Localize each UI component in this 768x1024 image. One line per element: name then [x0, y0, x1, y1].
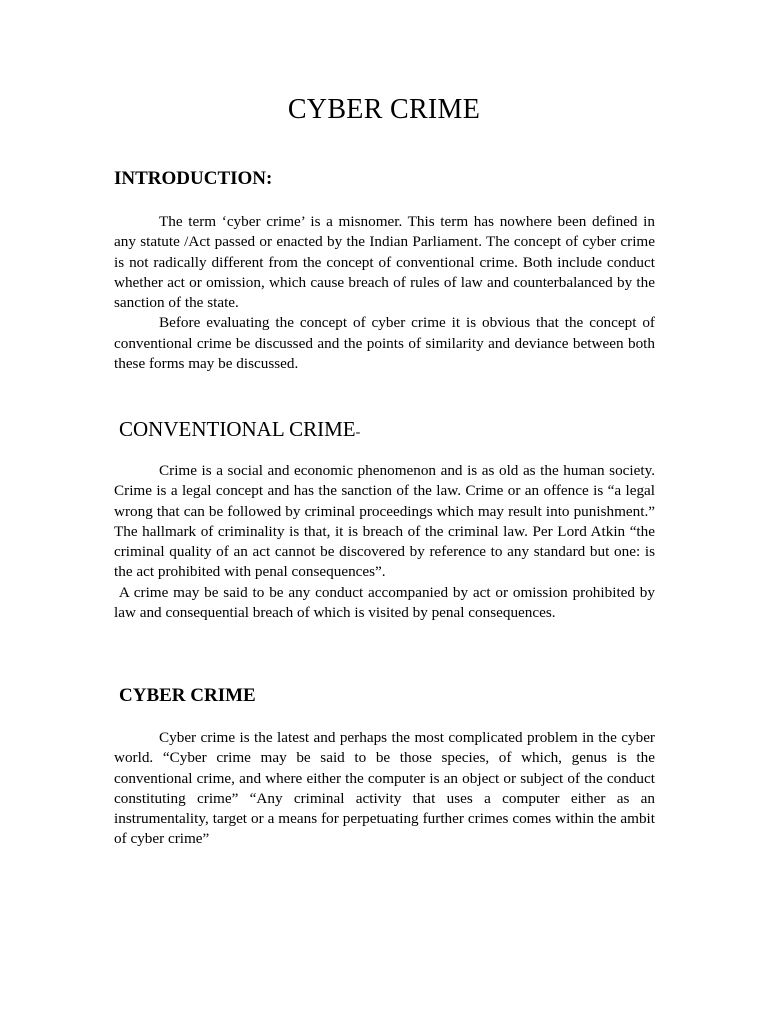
- section-heading-introduction: INTRODUCTION:: [114, 168, 273, 189]
- section-heading-text: CONVENTIONAL CRIME: [119, 417, 356, 441]
- section-heading-conventional-crime: [119, 417, 360, 445]
- section-body-introduction: [114, 212, 655, 374]
- paragraph: The term ‘cyber crime’ is a misnomer. This term has nowhere been defined in any statute /Act passed or enacted by the Indian Parliament. The concept of cyber crime is not radically different from the concept of conventional crime. Both include conduct whether act or omission, which cause breach of rules of law and counterbalanced by the sanction of the state.: [114, 213, 655, 312]
- document-title: CYBER CRIME: [287, 94, 481, 125]
- paragraph: Crime is a social and economic phenomenon and is as old as the human society. Crime is a legal concept and has the sanction of the law. Crime or an offence is “a legal wrong that can be followed by criminal proceedings which may result into punishment.” The hallmark of criminality is that, it is breach of the criminal law. Per Lord Atkin “the criminal quality of an act cannot be discovered by reference to any standard but one: is the act prohibited with penal consequences”.: [114, 462, 655, 581]
- paragraph: A crime may be said to be any conduct accompanied by act or omission prohibited by law and consequential breach of which is visited by penal consequences.: [114, 583, 659, 622]
- paragraph: Before evaluating the concept of cyber crime it is obvious that the concept of conventional crime be discussed and the points of similarity and deviance between both these forms may be discussed.: [114, 314, 655, 373]
- section-heading-dash: -: [355, 425, 361, 440]
- section-body-conventional-crime: [114, 461, 659, 623]
- section-body-cyber-crime: [114, 728, 655, 850]
- paragraph: Cyber crime is the latest and perhaps the most complicated problem in the cyber world. “Cyber crime may be said to be those species, of which, genus is the conventional crime, and where either the computer is an object or subject of the conduct constituting crime” “Any criminal activity that uses a computer either as an instrumentality, target or a means for perpetuating further crimes comes within the ambit of cyber crime”: [114, 729, 655, 848]
- section-heading-cyber-crime: CYBER CRIME: [119, 685, 256, 706]
